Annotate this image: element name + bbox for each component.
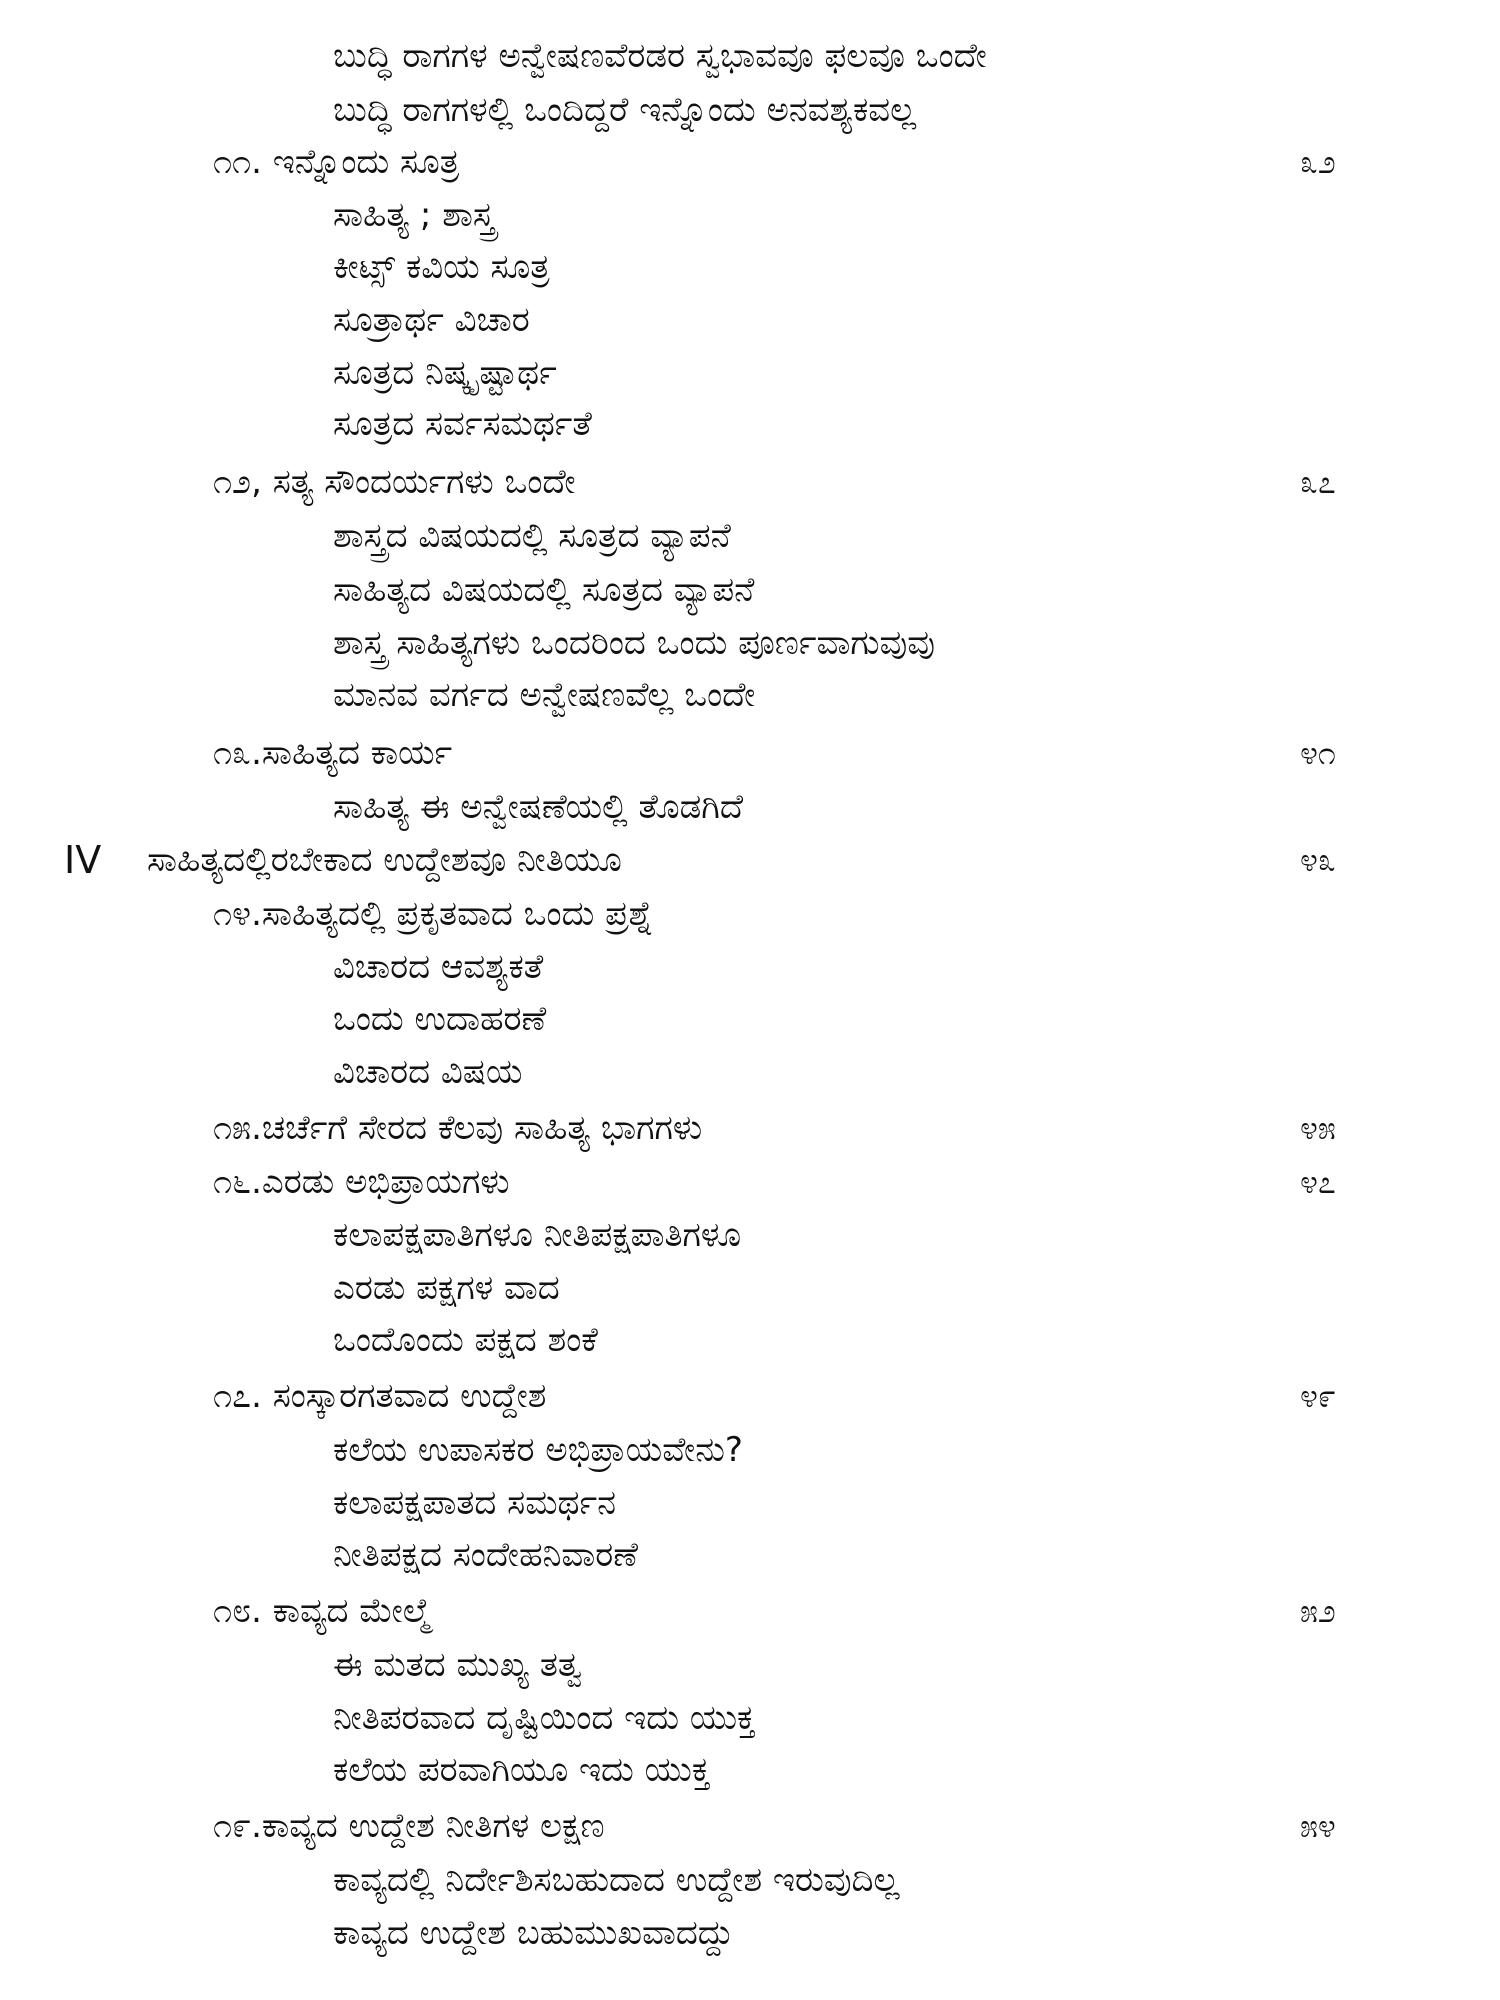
toc-subentry: ಸಾಹಿತ್ಯ ಈ ಅನ್ವೇಷಣೆಯಲ್ಲಿ ತೊಡಗಿದೆ [333,787,744,827]
toc-subentry: ಕಲಾಪಕ್ಷಪಾತದ ಸಮರ್ಥನ [333,1483,617,1523]
toc-subentry: ನೀತಿಪಕ್ಷದ ಸಂದೇಹನಿವಾರಣೆ [333,1535,638,1575]
toc-subentry: ಬುದ್ಧಿ ರಾಗಗಳ ಅನ್ವೇಷಣವೆರಡರ ಸ್ವಭಾವವೂ ಫಲವೂ ಒಂದೇ [333,36,987,76]
toc-page-number: ೪೭ [1300,1163,1336,1201]
toc-subentry: ಶಾಸ್ತ್ರದ ವಿಷಯದಲ್ಲಿ ಸೂತ್ರದ ವ್ಯಾಪನೆ [333,516,731,556]
toc-subentry: ಕಲೆಯ ಉಪಾಸಕರ ಅಭಿಪ್ರಾಯವೇನು? [333,1430,743,1470]
toc-subentry: ನೀತಿಪರವಾದ ದೃಷ್ಟಿಯಿಂದ ಇದು ಯುಕ್ತ [333,1698,756,1738]
toc-subentry: ಒಂದೊಂದು ಪಕ್ಷದ ಶಂಕೆ [333,1320,598,1360]
toc-subentry: ಬುದ್ಧಿ ರಾಗಗಳಲ್ಲಿ ಒಂದಿದ್ದರೆ ಇನ್ನೊಂದು ಅನವಶ್ಯಕವಲ್ಲ [333,90,917,130]
toc-subentry: ಕಾವ್ಯದ ಉದ್ದೇಶ ಬಹುಮುಖವಾದದ್ದು [333,1913,734,1953]
toc-page-number: ೫೨ [1300,1592,1336,1630]
toc-page-number: ೩೭ [1300,463,1336,501]
toc-section-12: ೧೨, ಸತ್ಯ ಸೌಂದರ್ಯಗಳು ಒಂದೇ [213,462,576,502]
toc-section-19: ೧೯.ಕಾವ್ಯದ ಉದ್ದೇಶ ನೀತಿಗಳ ಲಕ್ಷಣ [213,1806,605,1846]
toc-subentry: ಸೂತ್ರದ ಸರ್ವಸಮರ್ಥತೆ [333,404,592,444]
toc-section-14: ೧೪.ಸಾಹಿತ್ಯದಲ್ಲಿ ಪ್ರಕೃತವಾದ ಒಂದು ಪ್ರಶ್ನೆ [213,894,654,934]
toc-subentry: ಎರಡು ಪಕ್ಷಗಳ ವಾದ [333,1268,560,1308]
toc-page-number: ೪೧ [1300,734,1336,772]
toc-subentry: ಕೀಟ್ಸ್ ಕವಿಯ ಸೂತ್ರ [333,247,550,287]
toc-subentry: ಮಾನವ ವರ್ಗದ ಅನ್ವೇಷಣವೆಲ್ಲ ಒಂದೇ [333,675,756,715]
toc-subentry: ಶಾಸ್ತ್ರ ಸಾಹಿತ್ಯಗಳು ಒಂದರಿಂದ ಒಂದು ಪೂರ್ಣವಾಗುವುವು [333,623,935,663]
toc-subentry: ಸಾಹಿತ್ಯದ ವಿಷಯದಲ್ಲಿ ಸೂತ್ರದ ವ್ಯಾಪನೆ [333,570,755,610]
toc-part-title: ಸಾಹಿತ್ಯದಲ್ಲಿರಬೇಕಾದ ಉದ್ದೇಶವೂ ನೀತಿಯೂ [147,840,622,880]
toc-subentry: ಸೂತ್ರದ ನಿಷ್ಕೃಷ್ಟಾರ್ಥ [333,353,557,393]
toc-page-number: ೩೨ [1300,143,1336,181]
toc-section-13: ೧೩.ಸಾಹಿತ್ಯದ ಕಾರ್ಯ [213,733,453,773]
toc-subentry: ಕಲೆಯ ಪರವಾಗಿಯೂ ಇದು ಯುಕ್ತ [333,1750,711,1790]
toc-section-18: ೧೮. ಕಾವ್ಯದ ಮೇಲ್ಮೆ [213,1591,431,1631]
toc-page-number: ೪೫ [1300,1109,1336,1147]
toc-section-15: ೧೫.ಚರ್ಚೆಗೆ ಸೇರದ ಕೆಲವು ಸಾಹಿತ್ಯ ಭಾಗಗಳು [213,1108,703,1148]
toc-subentry: ಸೂತ್ರಾರ್ಥ ವಿಚಾರ [333,300,530,340]
toc-subentry: ಕಲಾಪಕ್ಷಪಾತಿಗಳೂ ನೀತಿಪಕ್ಷಪಾತಿಗಳೂ [333,1215,742,1255]
toc-subentry: ಕಾವ್ಯದಲ್ಲಿ ನಿರ್ದೇಶಿಸಬಹುದಾದ ಉದ್ದೇಶ ಇರುವುದಿಲ್ಲ [333,1860,900,1900]
toc-subentry: ವಿಚಾರದ ವಿಷಯ [333,1052,523,1092]
toc-subentry: ಸಾಹಿತ್ಯ ; ಶಾಸ್ತ್ರ [333,195,495,235]
toc-page-number: ೪೯ [1300,1377,1336,1415]
toc-subentry: ವಿಚಾರದ ಆವಶ್ಯಕತೆ [333,947,544,987]
toc-section-16: ೧೬.ಎರಡು ಅಭಿಪ್ರಾಯಗಳು [213,1162,510,1202]
toc-subentry: ಒಂದು ಉದಾಹರಣೆ [333,999,547,1039]
toc-subentry: ಈ ಮತದ ಮುಖ್ಯ ತತ್ವ [333,1645,582,1685]
toc-page-number: ೫೪ [1300,1807,1336,1845]
toc-section-11: ೧೧. ಇನ್ನೊಂದು ಸೂತ್ರ [213,142,460,182]
toc-page-number: ೪೩ [1300,841,1336,879]
toc-part-numeral: IV [64,838,102,882]
toc-section-17: ೧೭. ಸಂಸ್ಕಾರಗತವಾದ ಉದ್ದೇಶ [213,1376,547,1416]
